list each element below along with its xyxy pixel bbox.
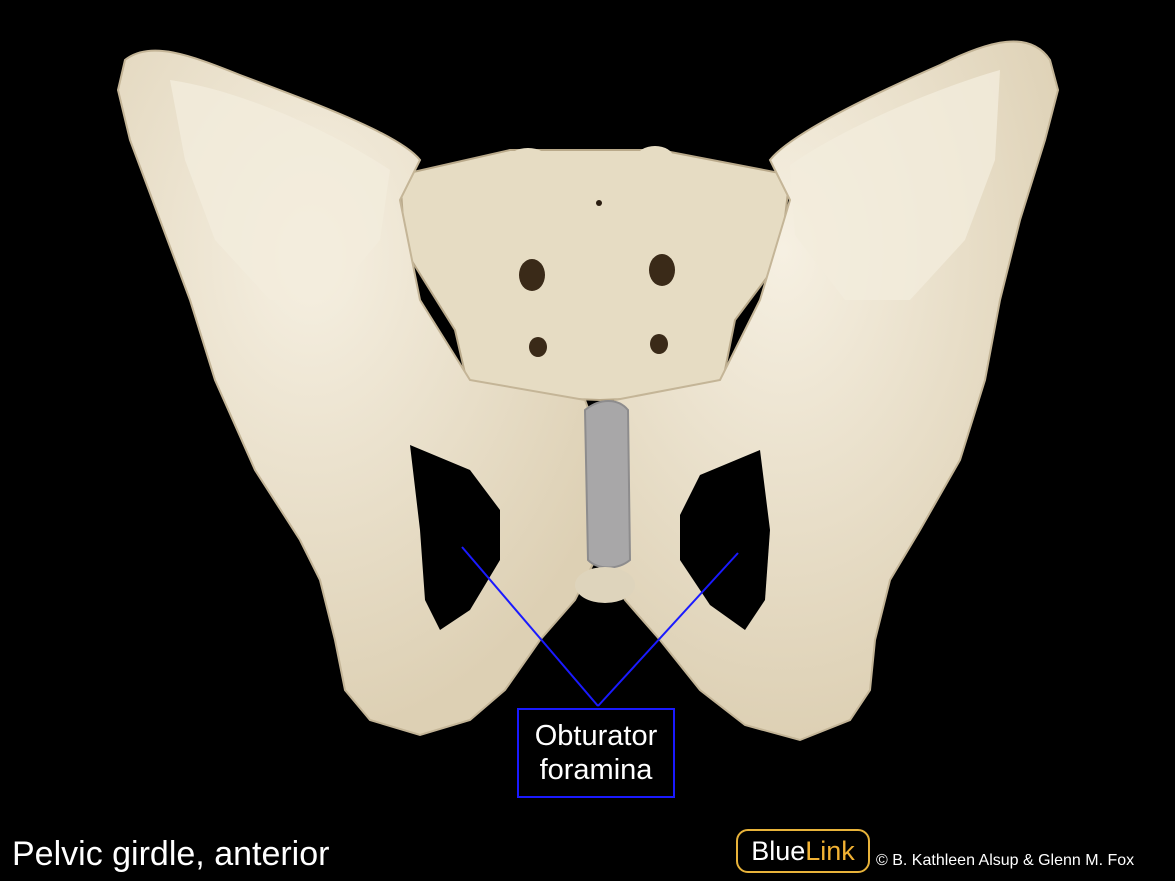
label-line-1: Obturator bbox=[534, 720, 658, 752]
logo-part-1: Blue bbox=[751, 835, 806, 866]
figure-caption: Pelvic girdle, anterior bbox=[12, 835, 330, 873]
bluelink-logo bbox=[736, 829, 870, 873]
logo-part-2: Link bbox=[805, 835, 855, 866]
pubic-symphysis bbox=[585, 401, 630, 568]
obturator-foramina-label bbox=[517, 708, 675, 798]
label-line-2: foramina bbox=[539, 754, 653, 786]
sacral-foramen bbox=[529, 337, 547, 357]
sacral-foramen bbox=[649, 254, 675, 286]
sacral-foramen bbox=[650, 334, 668, 354]
copyright-credit: © B. Kathleen Alsup & Glenn M. Fox bbox=[876, 852, 1135, 869]
sacral-foramen bbox=[519, 259, 545, 291]
